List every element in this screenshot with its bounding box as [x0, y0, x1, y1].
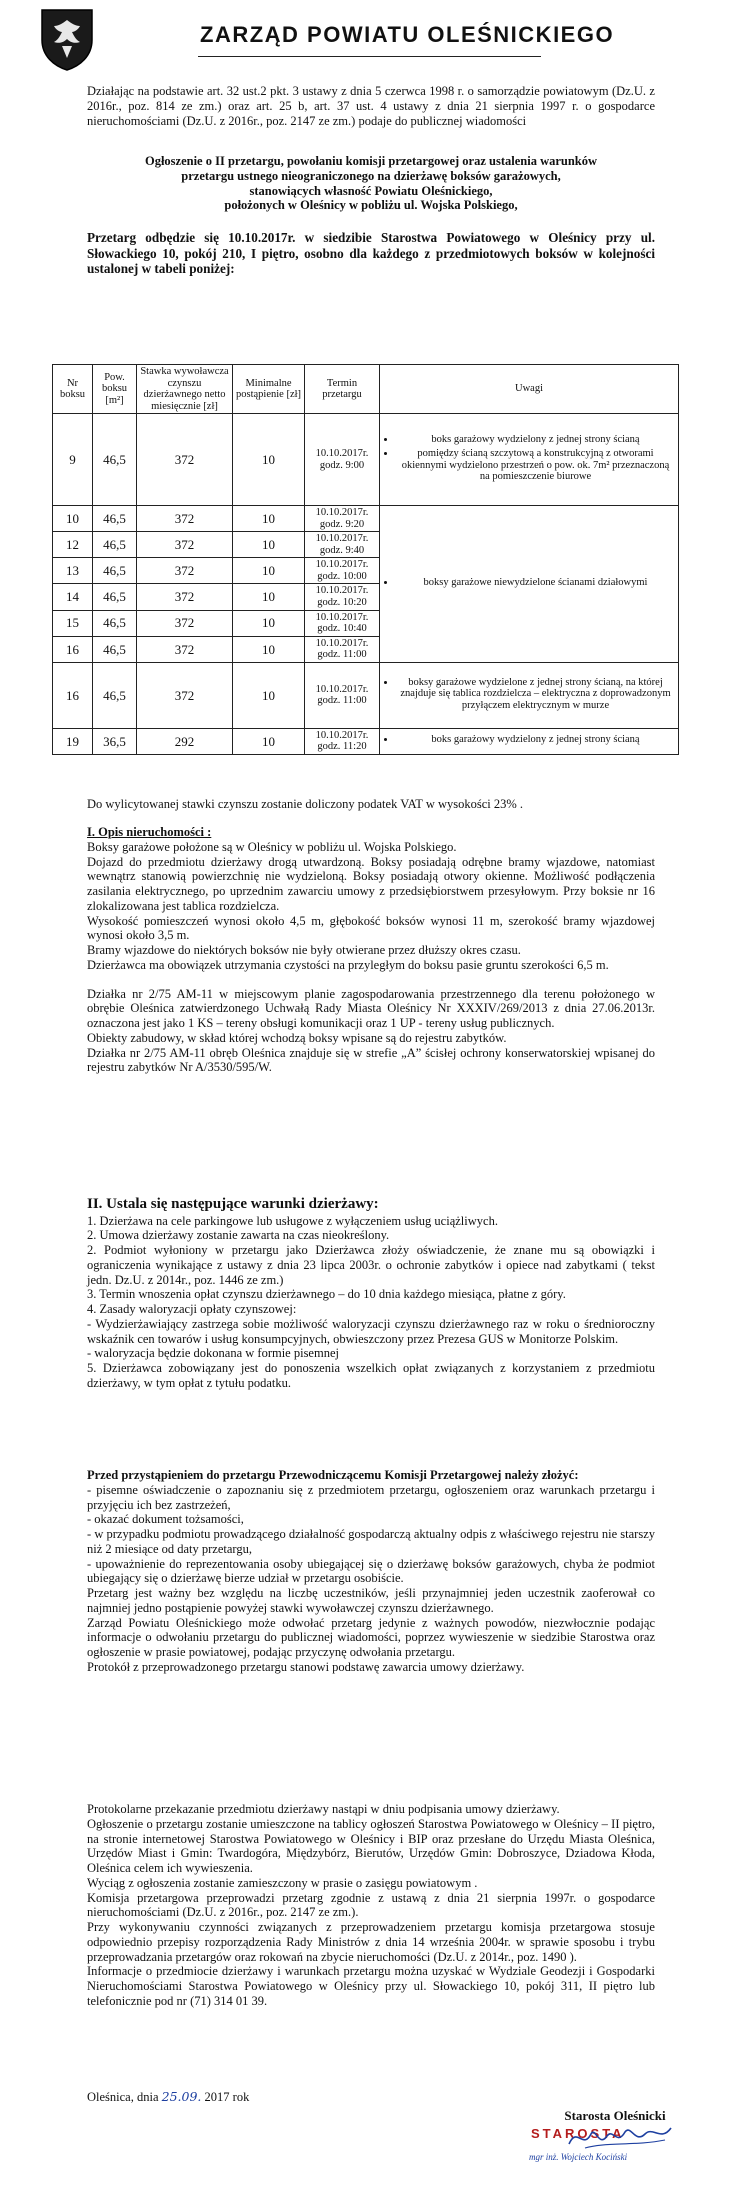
cell-rate: 372 — [137, 610, 233, 636]
paragraph: 4. Zasady waloryzacji opłaty czynszowej: — [87, 1302, 297, 1317]
paragraph: Przy wykonywaniu czynności związanych z przeprowadzeniem przetargu komisja przetargowa stosuje odpowiednio przepisy rozporządzenia Rady Ministrów z dnia 14 września 2004r. w sprawie sposobu i trybu przeprowadzania przetargów oraz rokowań na zbycie nieruchomości (Dz.U. z 2014r., poz. 1490 ). — [87, 1920, 655, 1964]
section-heading: I. Opis nieruchomości : — [87, 825, 212, 839]
cell-min-bid: 10 — [233, 662, 305, 728]
title-line: przetargu ustnego nieograniczonego na dzierżawę boksów garażowych, — [181, 168, 561, 183]
coat-of-arms-icon — [38, 6, 96, 72]
paragraph: - waloryzacja będzie dokonana w formie pisemnej — [87, 1346, 339, 1361]
cell-rate: 372 — [137, 506, 233, 532]
cell-area: 46,5 — [93, 584, 137, 610]
cell-rate: 372 — [137, 636, 233, 662]
cell-min-bid: 10 — [233, 558, 305, 584]
cell-area: 46,5 — [93, 610, 137, 636]
paragraph: 5. Dzierżawca zobowiązany jest do ponoszenia wszelkich opłat związanych z korzystaniem z przedmiotu dzierżawy, w tym opłat z tytułu podatku. — [87, 1361, 655, 1390]
paragraph: 2. Podmiot wyłoniony w przetargu jako Dzierżawca złoży oświadczenie, że znane mu są obowiązki i ograniczenia wynikające z ustawy z dnia 23 lipca 2003r. o ochronie zabytków i opiece nad zabytkami ( tekst jedn. Dz.U. z 2014r., poz. 1446 ze zm.) — [87, 1243, 655, 1287]
org-name: ZARZĄD POWIATU OLEŚNICKIEGO — [200, 22, 615, 47]
cell-nr: 19 — [53, 728, 93, 754]
cell-min-bid: 10 — [233, 532, 305, 558]
note-item: • boksy garażowe niewydzielone ścianami działowymi — [396, 577, 675, 589]
paragraph: - okazać dokument tożsamości, — [87, 1512, 244, 1527]
cell-nr: 16 — [53, 636, 93, 662]
paragraph: Zarząd Powiatu Oleśnickiego może odwołać przetarg jedynie z ważnych powodów, niezwłocznie podając informacje o odwołaniu przetargu do publicznej wiadomości, poprzez wywieszenie w siedzibie Starostwa oraz ogłoszenie w prasie powiatowej, podając przyczynę odwołania przetargu. — [87, 1615, 655, 1659]
cell-nr: 16 — [53, 662, 93, 728]
cell-date: 10.10.2017r. godz. 10:00 — [305, 558, 380, 584]
section-heading: Przed przystąpieniem do przetargu Przewodniczącemu Komisji Przetargowej należy złożyć: — [87, 1468, 579, 1482]
cell-min-bid: 10 — [233, 636, 305, 662]
cell-min-bid: 10 — [233, 414, 305, 506]
cell-nr: 14 — [53, 584, 93, 610]
cell-area: 36,5 — [93, 728, 137, 754]
paragraph: Przetarg jest ważny bez względu na liczbę uczestników, jeśli przynajmniej jeden uczestnik zaoferował co najmniej jedno postąpienie powyżej stawki wywoławczej czynszu dzierżawnego. — [87, 1586, 655, 1615]
section-heading: II. Ustala się następujące warunki dzierżawy: — [87, 1196, 379, 1212]
cell-notes — [380, 728, 679, 754]
col-header-nr: Nr boksu — [53, 365, 93, 414]
paragraph: Komisja przetargowa przeprowadzi przetarg zgodnie z ustawą z dnia 21 sierpnia 1997r. o gospodarce nieruchomościami (Dz.U. z 2016r., poz. 2147 ze zm.). — [87, 1890, 655, 1920]
col-header-rate: Stawka wywoławcza czynszu dzierżawnego netto miesięcznie [zł] — [137, 365, 233, 414]
note-item: • pomiędzy ścianą szczytową a konstrukcyjną z otworami okiennymi wydzielono przestrzeń o pow. ok. 7m² przeznaczoną na pomieszczenie biurowe — [396, 448, 675, 483]
cell-rate: 372 — [137, 662, 233, 728]
section-property-description — [87, 825, 655, 1075]
cell-min-bid: 10 — [233, 728, 305, 754]
cell-nr: 12 — [53, 532, 93, 558]
document-date — [87, 2090, 249, 2105]
paragraph: Działka nr 2/75 AM-11 w miejscowym planie zagospodarowania przestrzennego dla terenu położonego w obrębie Oleśnica zatwierdzonego Uchwałą Rady Miasta Oleśnicy Nr XXXIV/269/2013 z dnia 27.06.2013r. oznaczona jest jako 1 KS – tereny obsługi komunikacji oraz 1 UP - tereny usług publicznych. — [87, 986, 655, 1030]
cell-date: 10.10.2017r. godz. 11:00 — [305, 636, 380, 662]
paragraph: 3. Termin wnoszenia opłat czynszu dzierżawnego – do 10 dnia każdego miesiąca, płatne z góry. — [87, 1287, 566, 1302]
date-prefix: Oleśnica, dnia — [87, 2090, 159, 2104]
table-header-row — [53, 365, 679, 414]
section-final-provisions — [87, 1802, 655, 2009]
cell-rate: 292 — [137, 728, 233, 754]
paragraph: Wyciąg z ogłoszenia zostanie zamieszczony w prasie o zasięgu powiatowym . — [87, 1875, 478, 1890]
cell-notes — [380, 414, 679, 506]
section-requirements — [87, 1468, 655, 1675]
paragraph: Protokół z przeprowadzonego przetargu stanowi podstawę zawarcia umowy dzierżawy. — [87, 1659, 525, 1674]
paragraph: Informacje o przedmiocie dzierżawy i warunkach przetargu można uzyskać w Wydziale Geodezji i Gospodarki Nieruchomościami Starostwa Powiatowego w Oleśnicy przy ul. Słowackiego 10, pokój 311, II piętro lub telefonicznie pod nr (71) 314 01 39. — [87, 1964, 655, 2008]
note-item: • boks garażowy wydzielony z jednej strony ścianą — [396, 734, 675, 746]
signature-name: mgr inż. Wojciech Kociński — [529, 2152, 628, 2162]
cell-nr: 13 — [53, 558, 93, 584]
cell-rate: 372 — [137, 532, 233, 558]
table-row — [53, 414, 679, 506]
auction-info: Przetarg odbędzie się 10.10.2017r. w siedzibie Starostwa Powiatowego w Oleśnicy przy ul. Słowackiego 10, pokój 210, I piętro, osobno dla każdego z przedmiotowych boksów w kolejności ustalonej w tabeli poniżej: — [87, 230, 655, 277]
cell-nr: 9 — [53, 414, 93, 506]
paragraph: Dzierżawca ma obowiązek utrzymania czystości na przyległym do boksu pasie gruntu szerokości 6,5 m. — [87, 957, 609, 972]
paragraph: Dojazd do przedmiotu dzierżawy drogą utwardzoną. Boksy posiadają odrębne bramy wjazdowe, natomiast wewnątrz stanowią powierzchnię nie wydzieloną. Boksy posiadają otwory okienne. Możliwość podłączenia zasilania elektrycznego, po uprzednim zawarciu umowy z przedsiębiorstwem przesyłowym. Przy boksie nr 16 zlokalizowana jest tablica rozdzielcza. — [87, 854, 655, 913]
cell-rate: 372 — [137, 414, 233, 506]
paragraph: Boksy garażowe położone są w Oleśnicy w pobliżu ul. Wojska Polskiego. — [87, 839, 457, 854]
vat-note: Do wylicytowanej stawki czynszu zostanie doliczony podatek VAT w wysokości 23% . — [87, 797, 524, 811]
note-item: • boks garażowy wydzielony z jednej strony ścianą — [396, 434, 675, 446]
title-line: stanowiących własność Powiatu Oleśnickiego, — [249, 183, 493, 198]
cell-date: 10.10.2017r. godz. 9:00 — [305, 414, 380, 506]
document-header — [38, 6, 688, 76]
cell-date: 10.10.2017r. godz. 10:20 — [305, 584, 380, 610]
intro-paragraph: Działając na podstawie art. 32 ust.2 pkt. 3 ustawy z dnia 5 czerwca 1998 r. o samorządzie powiatowym (Dz.U. z 2016r., poz. 814 ze zm.) oraz art. 25 b, art. 37 ust. 4 ustawy z dnia 21 sierpnia 1997 r. o gospodarce nieruchomościami (Dz.U. z 2016r., poz. 2147 ze zm.) podaje do publicznej wiadomości — [87, 84, 655, 128]
header-rule — [198, 56, 541, 57]
cell-notes — [380, 506, 679, 663]
handwritten-signature-icon — [565, 2120, 675, 2154]
col-header-notes: Uwagi — [380, 365, 679, 414]
cell-area: 46,5 — [93, 558, 137, 584]
paragraph: - w przypadku podmiotu prowadzącego działalność gospodarczą aktualny odpis z właściwego rejestru nie starszy niż 2 miesiące od daty przetargu, — [87, 1527, 655, 1556]
paragraph: 1. Dzierżawa na cele parkingowe lub usługowe z wyłączeniem usług uciążliwych. — [87, 1213, 498, 1228]
paragraph: - Wydzierżawiający zastrzega sobie możliwość waloryzacji czynszu dzierżawnego raz w roku o średnioroczny wskaźnik cen towarów i usług konsumpcyjnych, obwieszczony przez Prezesa GUS w Monitorze Polskim. — [87, 1316, 655, 1346]
paragraph: Ogłoszenie o przetargu zostanie umieszczone na tablicy ogłoszeń Starostwa Powiatowego w Oleśnicy – II piętro, na stronie internetowej Starostwa Powiatowego w Oleśnicy i BIP oraz przesłane do Urzędu Miasta Oleśnica, Urzędów Miast i Gmin: Twardogóra, Międzybórz, Bierutów, Urzędów Gmin: Dobroszyce, Dziadowa Kłoda, Oleśnica celem ich wywieszenia. — [87, 1816, 655, 1875]
title-line: Ogłoszenie o II przetargu, powołaniu komisji przetargowej oraz ustalenia warunków — [144, 154, 598, 168]
paragraph: Protokolarne przekazanie przedmiotu dzierżawy nastąpi w dniu podpisania umowy dzierżawy. — [87, 1802, 560, 1816]
boxes-table — [52, 364, 679, 755]
cell-min-bid: 10 — [233, 584, 305, 610]
paragraph: - upoważnienie do reprezentowania osoby ubiegającej się o dzierżawę boksów garażowych, chyba że podmiot ubiegający się o dzierżawę bierze udział w przetargu osobiście. — [87, 1556, 655, 1586]
signature-title: Starosta Oleśnicki — [564, 2108, 666, 2123]
cell-min-bid: 10 — [233, 506, 305, 532]
cell-date: 10.10.2017r. godz. 9:40 — [305, 532, 380, 558]
paragraph: Bramy wjazdowe do niektórych boksów nie były otwierane przez dłuższy okres czasu. — [87, 943, 521, 957]
date-suffix: 2017 rok — [204, 2090, 250, 2104]
paragraph: - pisemne oświadczenie o zapoznaniu się z przedmiotem przetargu, ogłoszeniem oraz warunkach przetargu i przyjęciu ich bez zastrzeżeń, — [87, 1482, 655, 1512]
cell-area: 46,5 — [93, 506, 137, 532]
table-row — [53, 662, 679, 728]
date-handwritten: 25.09. — [161, 2089, 202, 2104]
col-header-min-bid: Minimalne postąpienie [zł] — [233, 365, 305, 414]
cell-notes — [380, 662, 679, 728]
cell-rate: 372 — [137, 584, 233, 610]
announcement-title — [87, 154, 655, 213]
cell-date: 10.10.2017r. godz. 11:00 — [305, 662, 380, 728]
cell-date: 10.10.2017r. godz. 9:20 — [305, 506, 380, 532]
paragraph: Obiekty zabudowy, w skład której wchodzą boksy wpisane są do rejestru zabytków. — [87, 1030, 507, 1045]
cell-nr: 15 — [53, 610, 93, 636]
paragraph: Wysokość pomieszczeń wynosi około 4,5 m, głębokość boksów wynosi 11 m, szerokość bramy wjazdowej wynosi około 3,5 m. — [87, 913, 655, 943]
official-stamp: STAROSTA — [531, 2126, 625, 2141]
cell-date: 10.10.2017r. godz. 11:20 — [305, 728, 380, 754]
cell-rate: 372 — [137, 558, 233, 584]
section-lease-terms — [87, 1196, 655, 1391]
signature-block — [525, 2108, 705, 2162]
cell-area: 46,5 — [93, 636, 137, 662]
col-header-date: Termin przetargu — [305, 365, 380, 414]
paragraph: 2. Umowa dzierżawy zostanie zawarta na czas nieokreślony. — [87, 1228, 390, 1243]
cell-date: 10.10.2017r. godz. 10:40 — [305, 610, 380, 636]
table-row — [53, 506, 679, 532]
title-line: położonych w Oleśnicy w pobliżu ul. Wojska Polskiego, — [224, 198, 518, 213]
col-header-area: Pow. boksu [m²] — [93, 365, 137, 414]
cell-min-bid: 10 — [233, 610, 305, 636]
cell-nr: 10 — [53, 506, 93, 532]
cell-area: 46,5 — [93, 662, 137, 728]
note-item: • boksy garażowe wydzielone z jednej strony ścianą, na której znajduje się tablica rozdzielcza – elektryczna z doprowadzonym przyłączem elektrycznym w murze — [396, 677, 675, 712]
table-row — [53, 728, 679, 754]
cell-area: 46,5 — [93, 414, 137, 506]
cell-area: 46,5 — [93, 532, 137, 558]
paragraph: Działka nr 2/75 AM-11 obręb Oleśnica znajduje się w strefie „A” ścisłej ochrony konserwatorskiej wpisanej do rejestru zabytków Nr A/3530/595/W. — [87, 1045, 655, 1075]
